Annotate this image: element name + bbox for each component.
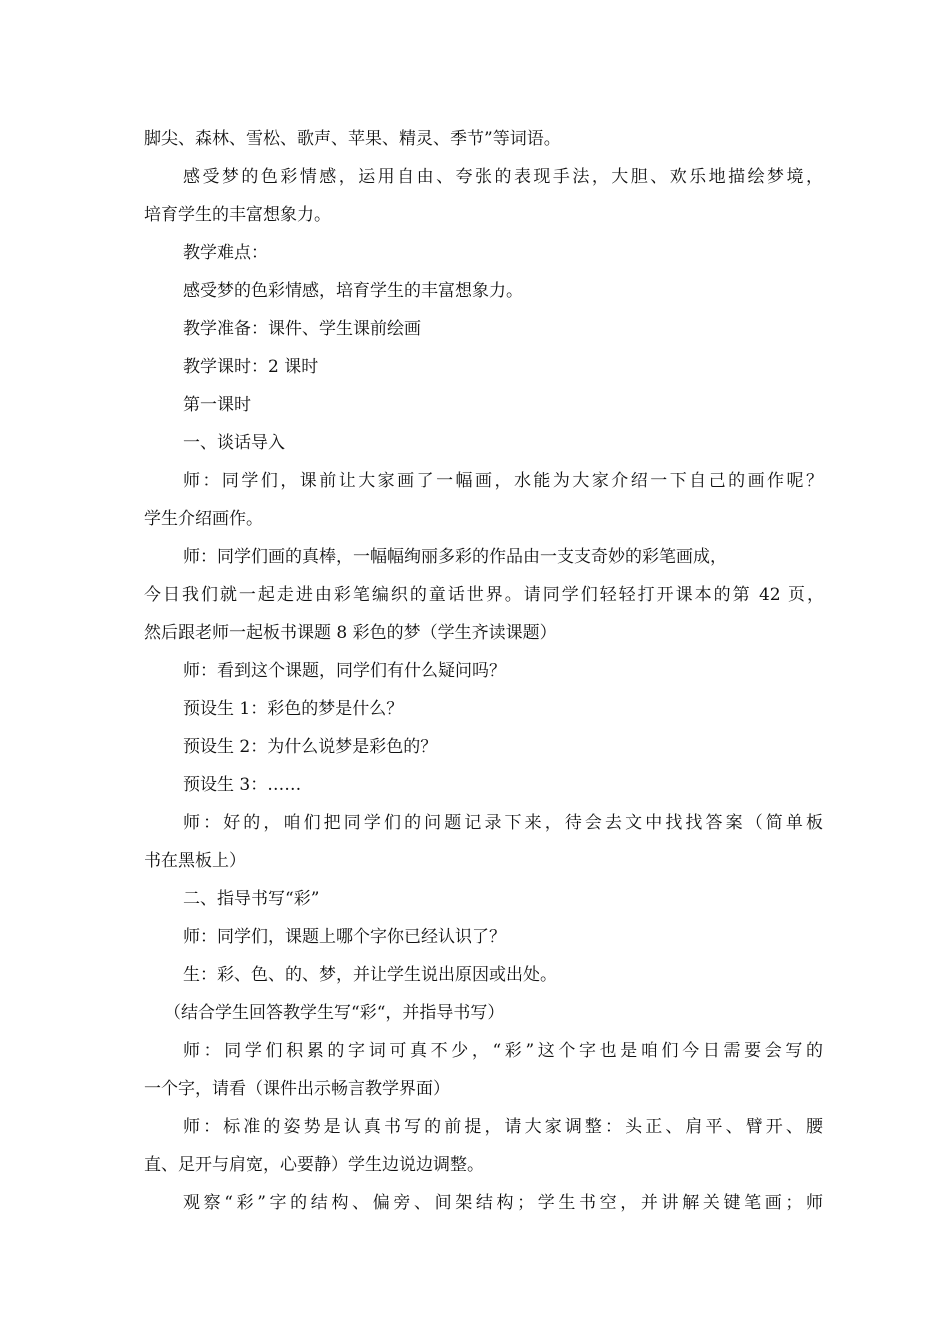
section-heading: 第一课时 xyxy=(183,395,251,415)
text-line: 师：标准的姿势是认真书写的前提，请大家调整：头正、肩平、臂开、腰 xyxy=(183,1117,823,1137)
text-line: 预设生 1：彩色的梦是什么？ xyxy=(183,699,404,719)
text-line: 书在黑板上） xyxy=(144,851,246,871)
section-heading: 一、谈话导入 xyxy=(183,433,285,453)
text-line: 感受梦的色彩情感，培育学生的丰富想象力。 xyxy=(183,281,523,301)
text-line: 师：好的，咱们把同学们的问题记录下来，待会去文中找找答案（简单板 xyxy=(183,813,823,833)
text-line: 师：同学们，课前让大家画了一幅画，水能为大家介绍一下自己的画作呢？ xyxy=(183,471,823,491)
text-line: 教学准备：课件、学生课前绘画 xyxy=(183,319,421,339)
text-line: （结合学生回答教学生写“彩“，并指导书写） xyxy=(164,1003,505,1023)
text-line: 观察“彩”字的结构、偏旁、间架结构；学生书空，并讲解关键笔画；师 xyxy=(183,1193,823,1213)
text-line: 生：彩、色、的、梦，并让学生说出原因或出处。 xyxy=(183,965,557,985)
text-line: 直、足开与肩宽，心要静）学生边说边调整。 xyxy=(144,1155,484,1175)
text-line: 感受梦的色彩情感，运用自由、夸张的表现手法，大胆、欢乐地描绘梦境， xyxy=(183,167,823,187)
text-line: 预设生 2：为什么说梦是彩色的？ xyxy=(183,737,438,757)
text-line: 脚尖、森林、雪松、歌声、苹果、精灵、季节”等词语。 xyxy=(144,129,561,149)
text-line: 然后跟老师一起板书课题 8 彩色的梦（学生齐读课题） xyxy=(144,623,557,643)
text-line: 学生介绍画作。 xyxy=(144,509,263,529)
text-line: 培育学生的丰富想象力。 xyxy=(144,205,331,225)
text-line: 教学课时：2 课时 xyxy=(183,357,319,377)
text-line: 师：同学们，课题上哪个字你已经认识了？ xyxy=(183,927,506,947)
text-line: 今日我们就一起走进由彩笔编织的童话世界。请同学们轻轻打开课本的第 42 页， xyxy=(144,585,824,605)
text-line: 师：同学们积累的字词可真不少，“彩”这个字也是咱们今日需要会写的 xyxy=(183,1041,823,1061)
section-heading: 教学难点： xyxy=(183,243,268,263)
text-line: 一个字，请看（课件出示畅言教学界面） xyxy=(144,1079,450,1099)
text-line: 师：同学们画的真棒，一幅幅绚丽多彩的作品由一支支奇妙的彩笔画成， xyxy=(183,547,727,567)
text-line: 预设生 3：…… xyxy=(183,775,302,795)
section-heading: 二、指导书写“彩” xyxy=(183,889,320,909)
text-line: 师：看到这个课题，同学们有什么疑问吗？ xyxy=(183,661,506,681)
